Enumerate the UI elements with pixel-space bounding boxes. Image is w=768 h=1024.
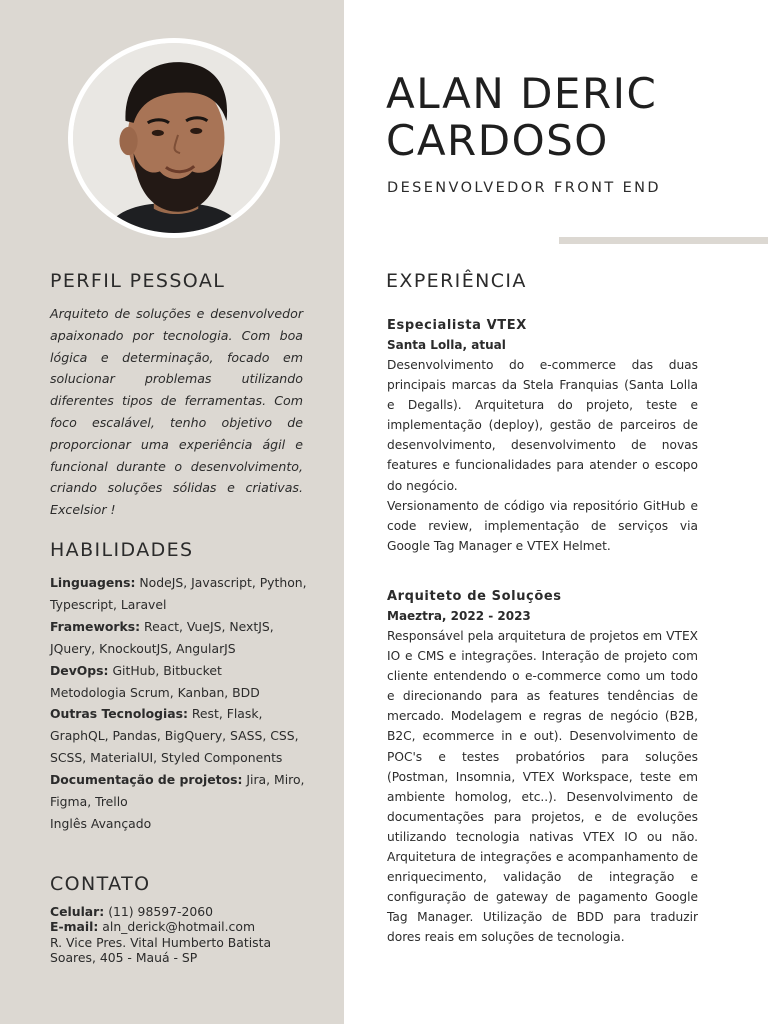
job-company: Maeztra, 2022 - 2023 <box>387 609 531 623</box>
job-description: Desenvolvimento do e-commerce das duas principais marcas da Stela Franquias (Santa Lolla e Degalls). Arquitetura do projeto, teste e implementação (deploy), gestão de parceiros de desenvolvimento, desenvolvimento de novas features e funcionalidades para atender o escopo do negócio. <box>387 358 698 493</box>
portrait-image <box>73 43 275 233</box>
skill-item <box>50 813 318 835</box>
job-description: Versionamento de código via repositório GitHub e code review, implementação de serviços via Google Tag Manager e VTEX Helmet. <box>387 498 698 553</box>
job-description: Responsável pela arquitetura de projetos em VTEX IO e CMS e integrações. Interação de projeto com cliente entendendo o e-commerce como um todo e direcionando para as features tendências de mercado. Modelagem e regras de negócio (B2B, B2C, ecommerce in e out). Desenvolvimento de POC's e testes probatórios para soluções (Postman, Insomnia, VTEX Workspace, teste em ambiente homolog, etc..). Desenvolvimento de documentações para projetos, e de evoluções utilizando tecnologia nativas VTEX IO ou não. Arquitetura de integrações e acompanhamento de enriquecimento, validação de integração e configuração de gateway de pagamento Google Tag Manager. Utilização de BDD para traduzir dores reais em soluções de tecnologia. <box>387 629 698 945</box>
header-divider <box>559 237 768 244</box>
job-role: DESENVOLVEDOR FRONT END <box>387 180 661 196</box>
experience-heading: EXPERIÊNCIA <box>386 270 527 292</box>
skill-value: React, VueJS, NextJS, JQuery, KnockoutJS, AngularJS <box>50 618 274 656</box>
job-company: Santa Lolla, atual <box>387 338 506 352</box>
skill-label: Outras Tecnologias: <box>50 706 188 722</box>
skill-value: NodeJS, Javascript, Python, Typescript, Laravel <box>50 575 307 612</box>
contact-info <box>50 904 310 966</box>
job-entry <box>387 588 698 948</box>
contact-phone <box>50 904 310 919</box>
skill-item <box>50 682 318 704</box>
skill-value: Jira, Miro, Figma, Trello <box>50 772 305 810</box>
skill-item <box>50 616 318 660</box>
job-title: Especialista VTEX <box>387 318 527 333</box>
skill-label: Documentação de projetos: <box>50 772 243 788</box>
skill-label: DevOps: <box>50 662 109 678</box>
contact-address: R. Vice Pres. Vital Humberto Batista Soares, 405 - Mauá - SP <box>50 934 272 966</box>
skills-list <box>50 572 318 835</box>
skills-heading: HABILIDADES <box>50 539 194 561</box>
job-entry <box>387 317 698 556</box>
skill-label: Frameworks: <box>50 618 141 634</box>
profile-heading: PERFIL PESSOAL <box>50 270 226 292</box>
phone-label: Celular: <box>50 904 105 919</box>
skill-value: Metodologia Scrum, Kanban, BDD <box>50 684 260 700</box>
job-title: Arquiteto de Soluções <box>387 589 562 604</box>
skill-item <box>50 660 318 682</box>
skill-item <box>50 769 318 813</box>
skill-value: GitHub, Bitbucket <box>108 662 222 678</box>
email-label: E-mail: <box>50 919 99 935</box>
name-line-2: CARDOSO <box>386 116 609 165</box>
skill-label: Linguagens: <box>50 575 136 590</box>
contact-email <box>50 919 310 934</box>
skill-item <box>50 703 318 769</box>
full-name <box>386 70 756 164</box>
name-line-1: ALAN DERIC <box>386 69 658 118</box>
skill-value: Inglês Avançado <box>50 815 152 831</box>
email-value: aln_derick@hotmail.com <box>98 919 256 935</box>
profile-photo <box>68 38 280 238</box>
contact-heading: CONTATO <box>50 873 151 895</box>
profile-text: Arquiteto de soluções e desenvolvedor apaixonado por tecnologia. Com boa lógica e determinação, focado em solucionar problemas utilizando diferentes tipos de ferramentas. Com foco escalável, tenho objetivo de proporcionar uma experiência ágil e funcional durante o desenvolvimento, criando soluções sólidas e criativas. Excelsior ! <box>50 306 303 518</box>
skill-value: Rest, Flask, GraphQL, Pandas, BigQuery, SASS, CSS, SCSS, MaterialUI, Styled Components <box>50 706 299 766</box>
avatar <box>73 43 275 233</box>
skill-item <box>50 572 318 616</box>
phone-value: (11) 98597-2060 <box>104 904 213 919</box>
